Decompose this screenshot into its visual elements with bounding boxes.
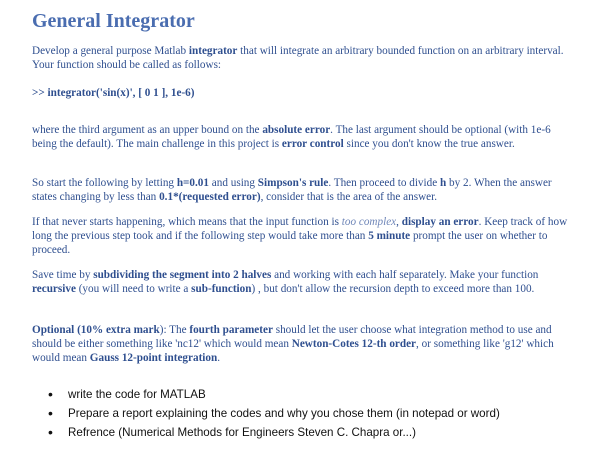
text: that will integrate an arbitrary bounded function on an arbitrary interval. Your function should be called as follows: [32,45,564,72]
list-item [48,404,500,423]
text: (you will need to write a [75,283,192,296]
list-item [48,385,500,404]
text: , [396,216,402,228]
text: , consider that is the area of the answer. [260,191,438,204]
text: since you don't know the true answer. [343,138,515,151]
bold-text: Simpson's rule [257,177,329,189]
text: and using [209,177,258,189]
list-item-text: Refrence (Numerical Methods for Engineers Steven C. Chapra or...) [68,426,416,439]
text: Save time by [32,269,94,281]
intro-paragraph [32,44,577,72]
text: . [217,352,221,365]
list-item [48,423,500,442]
bullet-icon: • [48,386,53,402]
text: So start the following by letting [32,177,177,189]
italic-text: too complex [341,216,397,228]
bullet-icon: • [48,405,53,421]
recursion-paragraph [32,268,577,296]
text: . Then proceed to divide [328,177,440,189]
bold-text: 0.1*(requested error) [159,191,261,204]
simpson-paragraph [32,176,577,204]
bold-text: sub-function [191,283,252,296]
bold-text: absolute error [262,124,331,136]
error-paragraph [32,123,577,151]
bold-text: subdividing the segment into 2 halves [93,269,272,281]
text: ): The [159,324,190,336]
bold-text: h=0.01 [176,177,209,189]
text: If that never starts happening, which means that the input function is [32,216,342,228]
text: , or something like 'g12' which would mean [32,338,554,365]
bold-text: display an error [401,216,479,228]
list-item-text: Prepare a report explaining the codes and why you chose them (in notepad or word) [68,407,500,420]
code-example: >> integrator('sin(x)', [ 0 1 ], 1e-6) [32,87,195,99]
bold-text: recursive [32,283,76,296]
text: should let the user choose what integration method to use and should be either something like 'nc12' which would mean [32,324,552,351]
task-list [48,385,500,442]
complexity-paragraph [32,215,577,258]
text: Develop a general purpose Matlab [32,45,189,57]
text: . Keep track of how long the previous step took and if the following step would take more than [32,216,568,243]
bold-text: integrator [188,45,238,57]
text: by 2. When the answer states changing by less than [32,177,552,204]
bold-text: error control [281,138,344,151]
bullet-icon: • [48,424,53,440]
text: prompt the user on whether to proceed. [32,230,548,257]
bold-text: 5 minute [368,230,411,243]
text: ) , but don't allow the recursion depth to exceed more than 100. [251,283,535,296]
page-title: General Integrator [32,10,195,32]
bold-text: Optional (10% extra mark [32,324,160,336]
list-item-text: write the code for MATLAB [68,388,206,401]
optional-paragraph [32,323,577,366]
bold-text: Newton-Cotes 12-th order [291,338,417,351]
bold-text: fourth parameter [189,324,273,336]
bold-text: h [440,177,447,189]
text: and working with each half separately. Make your function [271,269,539,281]
text: . The last argument should be optional (with 1e-6 being the default). The main challenge in this project is [32,124,551,151]
bold-text: Gauss 12-point integration [89,352,218,365]
text: where the third argument as an upper bound on the [32,124,263,136]
